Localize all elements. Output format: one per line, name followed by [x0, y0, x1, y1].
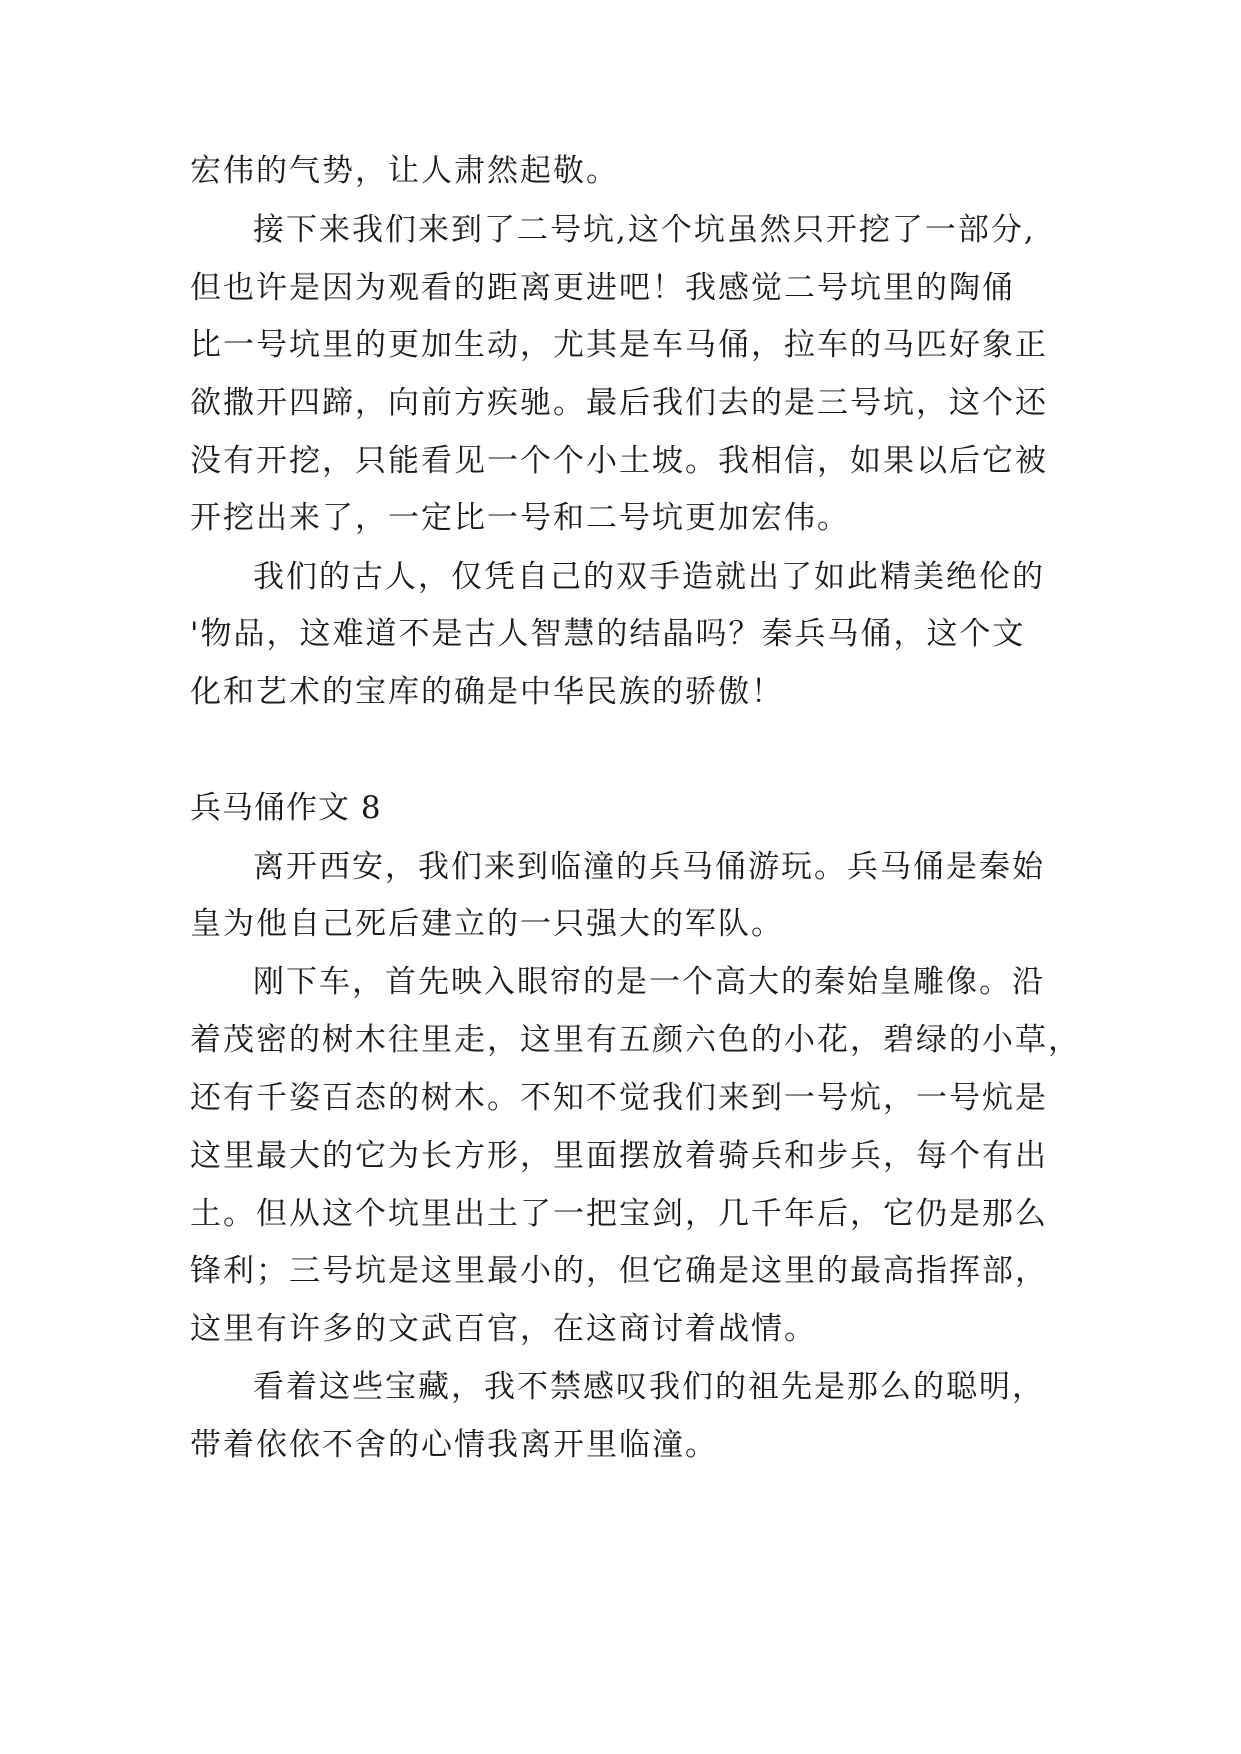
- section-title: 兵马俑作文 8: [190, 790, 382, 826]
- paragraph-line: 但也许是因为观看的距离更进吧！我感觉二号坑里的陶俑: [190, 270, 1015, 306]
- paragraph-line: 皇为他自己死后建立的一只强大的军队。: [190, 906, 784, 942]
- paragraph-line: 带着依依不舍的心情我离开里临潼。: [190, 1427, 718, 1463]
- paragraph-line: 锋利；三号坑是这里最小的，但它确是这里的最高指挥部，: [190, 1253, 1048, 1289]
- paragraph-line: 还有千姿百态的树木。不知不觉我们来到一号炕，一号炕是: [190, 1080, 1048, 1116]
- paragraph-line: 欲撒开四蹄，向前方疾驰。最后我们去的是三号坑，这个还: [190, 385, 1048, 421]
- paragraph-line: 宏伟的气势，让人肃然起敬。: [190, 153, 619, 189]
- paragraph-line: 化和艺术的宝库的确是中华民族的骄傲！: [190, 674, 784, 710]
- paragraph-line: 我们的古人，仅凭自己的双手造就出了如此精美绝伦的: [253, 559, 1045, 595]
- paragraph-line: 刚下车，首先映入眼帘的是一个高大的秦始皇雕像。沿: [253, 964, 1045, 1000]
- paragraph-line: 开挖出来了，一定比一号和二号坑更加宏伟。: [190, 500, 850, 536]
- paragraph-line: 看着这些宝藏，我不禁感叹我们的祖先是那么的聪明，: [253, 1369, 1045, 1405]
- paragraph-line: 这里最大的它为长方形，里面摆放着骑兵和步兵，每个有出: [190, 1138, 1048, 1174]
- paragraph-line: 比一号坑里的更加生动，尤其是车马俑，拉车的马匹好象正: [190, 327, 1048, 363]
- paragraph-line: 这里有许多的文武百官，在这商讨着战情。: [190, 1311, 817, 1347]
- paragraph-line: 接下来我们来到了二号坑,这个坑虽然只开挖了一部分,: [253, 212, 1036, 248]
- paragraph-line: '物品，这难道不是古人智慧的结晶吗？秦兵马俑，这个文: [190, 616, 1026, 652]
- paragraph-line: 土。但从这个坑里出土了一把宝剑，几千年后，它仍是那么: [190, 1196, 1048, 1232]
- paragraph-line: 着茂密的树木往里走，这里有五颜六色的小花，碧绿的小草，: [190, 1022, 1081, 1058]
- paragraph-line: 离开西安，我们来到临潼的兵马俑游玩。兵马俑是秦始: [253, 849, 1045, 885]
- paragraph-line: 没有开挖，只能看见一个个小土坡。我相信，如果以后它被: [190, 443, 1048, 479]
